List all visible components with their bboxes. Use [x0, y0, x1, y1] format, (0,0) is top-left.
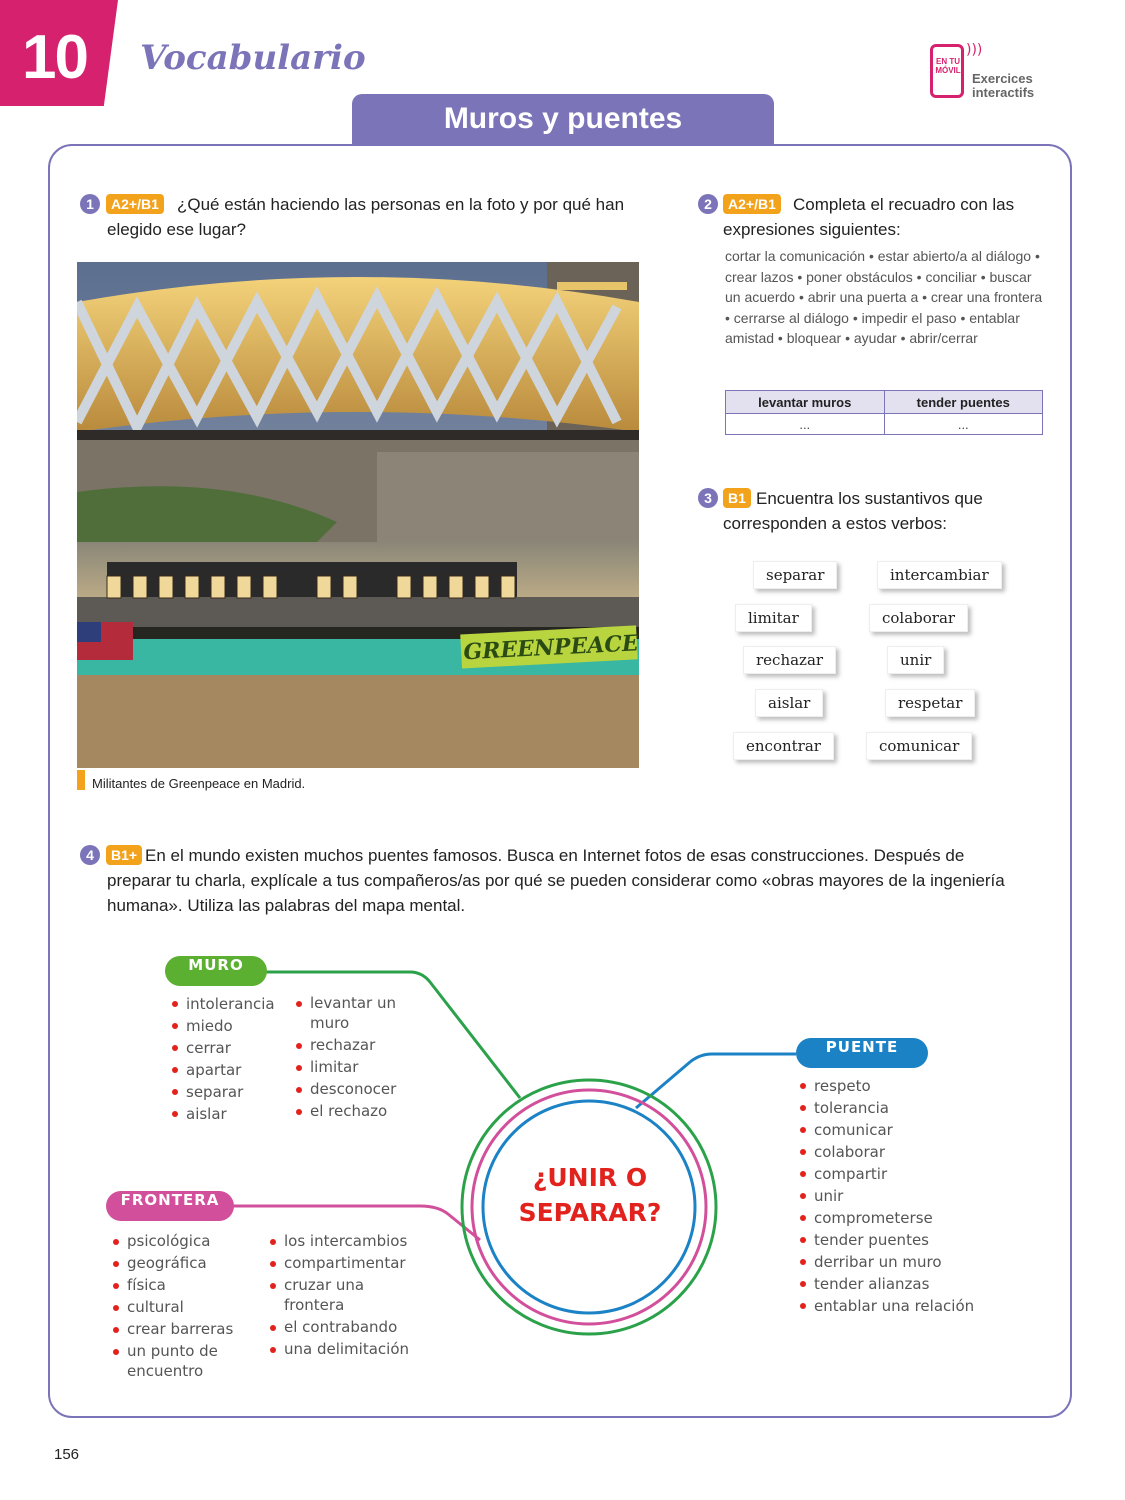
list-item: entablar una relación [798, 1295, 1008, 1317]
expressions-list: cortar la comunicación • estar abierto/a al diálogo • crear lazos • poner obstáculos • conciliar • buscar un acuerdo • abrir una puerta a • crear una frontera • cerrarse al diálogo • impedir el paso • entablar amistad • bloquear • ayudar • abrir/cerrar [725, 248, 1043, 346]
frontera-list-2 [268, 1231, 418, 1361]
verb-card: intercambiar [877, 561, 1002, 589]
question-number-3: 3 [698, 488, 718, 508]
list-item: intolerancia [170, 993, 280, 1015]
category-frontera: FRONTERA [106, 1191, 234, 1221]
question-1-text: ¿Qué están haciendo las personas en la foto y por qué han elegido ese lugar? [107, 195, 625, 239]
frontera-list-1 [111, 1231, 241, 1383]
verb-card: limitar [735, 604, 812, 632]
muro-list-1 [170, 993, 280, 1125]
page-number: 156 [54, 1446, 80, 1463]
level-badge-4: B1+ [106, 845, 142, 865]
muro-list-2 [294, 993, 414, 1123]
list-item: tender alianzas [798, 1273, 1008, 1295]
list-item: cruzar una frontera [268, 1275, 418, 1315]
list-item: separar [170, 1081, 280, 1103]
table-cell[interactable]: ... [726, 414, 885, 435]
photo-greenpeace-banner: GREENPEACE [462, 630, 639, 666]
level-badge-2: A2+/B1 [723, 194, 781, 214]
list-item: tolerancia [798, 1097, 1008, 1119]
list-item: limitar [294, 1057, 414, 1077]
verb-card: unir [887, 646, 944, 674]
unit-number: 10 [22, 23, 87, 92]
verb-card: separar [753, 561, 837, 589]
list-item: comunicar [798, 1119, 1008, 1141]
verb-card: encontrar [733, 732, 834, 760]
list-item: el rechazo [294, 1101, 414, 1121]
list-item: los intercambios [268, 1231, 418, 1251]
mobile-badge-label: EN TU MÓVIL [935, 57, 961, 75]
mind-map-center [505, 1160, 675, 1230]
list-item: el contrabando [268, 1317, 418, 1337]
list-item: una delimitación [268, 1339, 418, 1359]
signal-waves-icon: ))) [966, 42, 983, 58]
list-item: geográfica [111, 1253, 241, 1273]
list-item: crear barreras [111, 1319, 241, 1339]
table-header-tender-puentes: tender puentes [884, 391, 1043, 414]
list-item: levantar un muro [294, 993, 414, 1033]
question-2-text: Completa el recuadro con las expresiones siguientes: [723, 195, 1015, 239]
list-item: psicológica [111, 1231, 241, 1251]
verb-card: aislar [755, 689, 823, 717]
list-item: cerrar [170, 1037, 280, 1059]
list-item: tender puentes [798, 1229, 1008, 1251]
verb-card: comunicar [866, 732, 972, 760]
photo-caption: Militantes de Greenpeace en Madrid. [92, 776, 306, 791]
question-number-4: 4 [80, 845, 100, 865]
list-item: unir [798, 1185, 1008, 1207]
question-number-2: 2 [698, 194, 718, 214]
question-4-text: En el mundo existen muchos puentes famosos. Busca en Internet fotos de esas construcciones. Después de preparar tu charla, explícale a tus compañeros/as por qué se pueden considerar como «obras mayores de la ingeniería humana». Utiliza las palabras del mapa mental. [107, 846, 1005, 915]
list-item: física [111, 1275, 241, 1295]
category-muro: MURO [165, 956, 267, 986]
list-item: rechazar [294, 1035, 414, 1055]
category-puente: PUENTE [796, 1038, 928, 1068]
list-item: un punto de encuentro [111, 1341, 241, 1381]
verb-card: respetar [885, 689, 975, 717]
center-line-2: SEPARAR? [518, 1198, 662, 1227]
topic-banner: Muros y puentes [352, 94, 774, 144]
table-header-levantar-muros: levantar muros [726, 391, 885, 414]
list-item: aislar [170, 1103, 280, 1125]
verb-card: rechazar [743, 646, 836, 674]
list-item: colaborar [798, 1141, 1008, 1163]
verb-card: colaborar [869, 604, 968, 632]
list-item: compartimentar [268, 1253, 418, 1273]
list-item: miedo [170, 1015, 280, 1037]
list-item: derribar un muro [798, 1251, 1008, 1273]
list-item: compartir [798, 1163, 1008, 1185]
list-item: desconocer [294, 1079, 414, 1099]
question-3-text: Encuentra los sustantivos que corresponden a estos verbos: [723, 489, 983, 533]
question-number-1: 1 [80, 194, 100, 214]
interactive-exercises-link[interactable]: Exercices interactifs [972, 71, 1035, 100]
list-item: cultural [111, 1297, 241, 1317]
puente-list [798, 1075, 1008, 1317]
list-item: respeto [798, 1075, 1008, 1097]
level-badge-1: A2+/B1 [106, 194, 164, 214]
list-item: apartar [170, 1059, 280, 1081]
list-item: comprometerse [798, 1207, 1008, 1229]
center-line-1: ¿UNIR O [532, 1163, 648, 1192]
section-title: Vocabulario [140, 38, 366, 78]
level-badge-3: B1 [723, 488, 751, 508]
table-cell[interactable]: ... [884, 414, 1043, 435]
